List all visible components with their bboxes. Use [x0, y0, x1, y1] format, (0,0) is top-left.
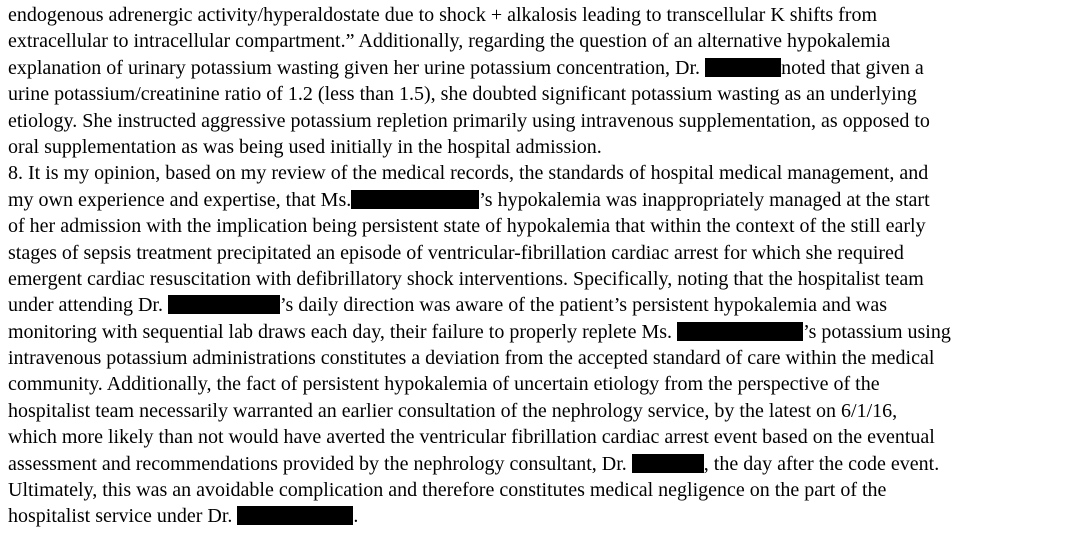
text-line: [8, 240, 1077, 266]
text-line: [8, 319, 1077, 345]
text-segment: assessment and recommendations provided by the nephrology consultant, Dr.: [8, 452, 632, 475]
text-segment: hospitalist service under Dr.: [8, 505, 238, 528]
text-line: [8, 213, 1077, 239]
text-segment: ’s daily direction was aware of the patient’s persistent hypokalemia and was: [279, 294, 888, 317]
text-line: [8, 424, 1077, 450]
text-line: [8, 292, 1077, 318]
text-line: [8, 266, 1077, 292]
text-line: [8, 134, 1077, 160]
text-segment: noted that given a: [781, 56, 924, 79]
text-segment: , the day after the code event.: [703, 452, 940, 475]
text-line: [8, 345, 1077, 371]
text-line: [8, 28, 1077, 54]
text-segment: endogenous adrenergic activity/hyperaldostate due to shock + alkalosis leading to transcellular K shifts from: [8, 4, 878, 26]
redaction-box: [632, 454, 704, 473]
text-segment: .: [353, 505, 359, 528]
text-line: [8, 81, 1077, 107]
text-segment: extracellular to intracellular compartment.” Additionally, regarding the question of an alternative hypokalemia: [8, 30, 891, 53]
text-segment: intravenous potassium administrations constitutes a deviation from the accepted standard of care within the medical: [8, 347, 935, 370]
text-line: [8, 160, 1077, 186]
document-page: [8, 2, 1077, 538]
text-segment: oral supplementation as was being used initially in the hospital admission.: [8, 135, 602, 158]
redaction-box: [168, 295, 280, 314]
text-segment: urine potassium/creatinine ratio of 1.2 (less than 1.5), she doubted significant potassium wasting as an underlying: [8, 83, 917, 106]
text-segment: ’s potassium using: [803, 320, 951, 343]
text-segment: stages of sepsis treatment precipitated an episode of ventricular-fibrillation cardiac arrest for which she required: [8, 241, 904, 264]
text-line: [8, 451, 1077, 477]
text-segment: Ultimately, this was an avoidable complication and therefore constitutes medical negligence on the part of the: [8, 479, 887, 502]
text-line: [8, 55, 1077, 81]
text-line: [8, 187, 1077, 213]
text-segment: etiology. She instructed aggressive potassium repletion primarily using intravenous supplementation, as opposed to: [8, 109, 930, 132]
text-segment: my own experience and expertise, that Ms.: [8, 188, 352, 211]
text-segment: of her admission with the implication being persistent state of hypokalemia that within the context of the still early: [8, 215, 926, 238]
text-segment: 8. It is my opinion, based on my review of the medical records, the standards of hospital medical management, and: [8, 162, 929, 185]
text-line: [8, 477, 1077, 503]
text-segment: under attending Dr.: [8, 294, 168, 317]
text-segment: monitoring with sequential lab draws each day, their failure to properly replete Ms.: [8, 320, 678, 343]
text-segment: which more likely than not would have averted the ventricular fibrillation cardiac arrest event based on the eventual: [8, 426, 935, 449]
redaction-box: [351, 190, 479, 209]
text-segment: explanation of urinary potassium wasting given her urine potassium concentration, Dr.: [8, 56, 706, 79]
text-line: [8, 398, 1077, 424]
text-segment: emergent cardiac resuscitation with defibrillatory shock interventions. Specifically, noting that the hospitalist team: [8, 267, 924, 290]
text-line: [8, 108, 1077, 134]
text-line: [8, 371, 1077, 397]
text-segment: ’s hypokalemia was inappropriately managed at the start: [479, 188, 930, 211]
redaction-box: [705, 58, 781, 77]
text-line: [8, 2, 1077, 28]
redaction-box: [237, 506, 353, 525]
text-line: [8, 503, 1077, 529]
text-segment: hospitalist team necessarily warranted an earlier consultation of the nephrology service, by the latest on 6/1/16,: [8, 399, 898, 422]
text-segment: community. Additionally, the fact of persistent hypokalemia of uncertain etiology from the perspective of the: [8, 373, 880, 396]
redaction-box: [677, 322, 803, 341]
